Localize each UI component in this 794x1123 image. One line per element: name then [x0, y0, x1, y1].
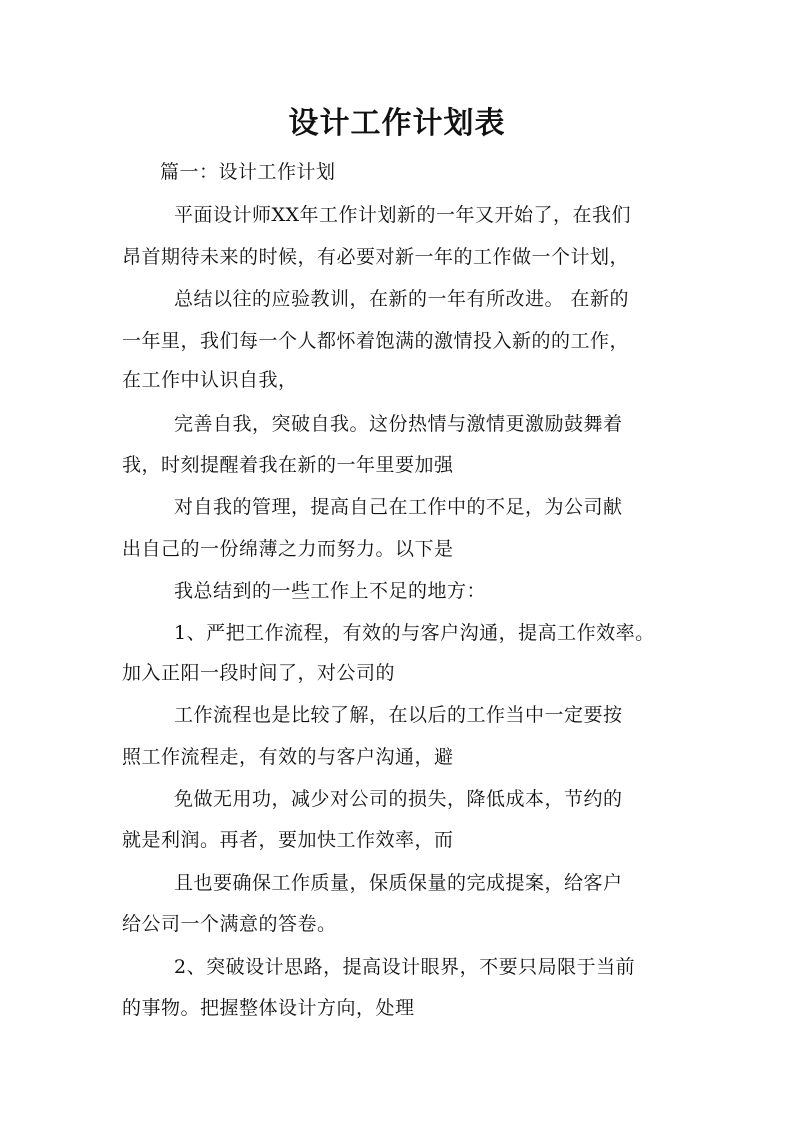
paragraph-line: 我，时刻提醒着我在新的一年里要加强 [122, 454, 454, 476]
list-item-line: 1、严把工作流程，有效的与客户沟通，提高工作效率。 [174, 622, 655, 644]
paragraph-line: 出自己的一份绵薄之力而努力。以下是 [122, 538, 454, 560]
paragraph-line: 平面设计师XX年工作计划新的一年又开始了，在我们 [174, 204, 632, 226]
paragraph-line: 工作流程也是比较了解，在以后的工作当中一定要按 [174, 704, 623, 726]
paragraph-line: 昂首期待未来的时候，有必要对新一年的工作做一个计划， [122, 246, 630, 268]
paragraph-line: 完善自我，突破自我。这份热情与激情更激励鼓舞着 [174, 413, 623, 435]
paragraph-line: 总结以往的应验教训，在新的一年有所改进。 在新的 [174, 288, 630, 310]
paragraph-line: 对自我的管理，提高自己在工作中的不足，为公司献 [174, 496, 623, 518]
paragraph-line: 一年里，我们每一个人都怀着饱满的激情投入新的的工作， [122, 330, 630, 352]
paragraph-line: 照工作流程走，有效的与客户沟通，避 [122, 746, 454, 768]
paragraph-line: 就是利润。再者，要加快工作效率，而 [122, 829, 454, 851]
list-item-line: 加入正阳一段时间了，对公司的 [122, 662, 396, 684]
list-item-line: 的事物。把握整体设计方向，处理 [122, 997, 415, 1019]
list-item-line: 2、突破设计思路，提高设计眼界，不要只局限于当前 [174, 956, 636, 978]
paragraph-line: 我总结到的一些工作上不足的地方： [174, 580, 487, 602]
paragraph-line: 且也要确保工作质量，保质保量的完成提案，给客户 [174, 872, 623, 894]
section-heading: 篇一：设计工作计划 [160, 161, 336, 183]
paragraph-line: 在工作中认识自我， [122, 369, 298, 391]
paragraph-line: 给公司一个满意的答卷。 [122, 913, 337, 935]
document-title: 设计工作计划表 [288, 106, 506, 141]
paragraph-line: 免做无用功，减少对公司的损失，降低成本，节约的 [174, 788, 623, 810]
